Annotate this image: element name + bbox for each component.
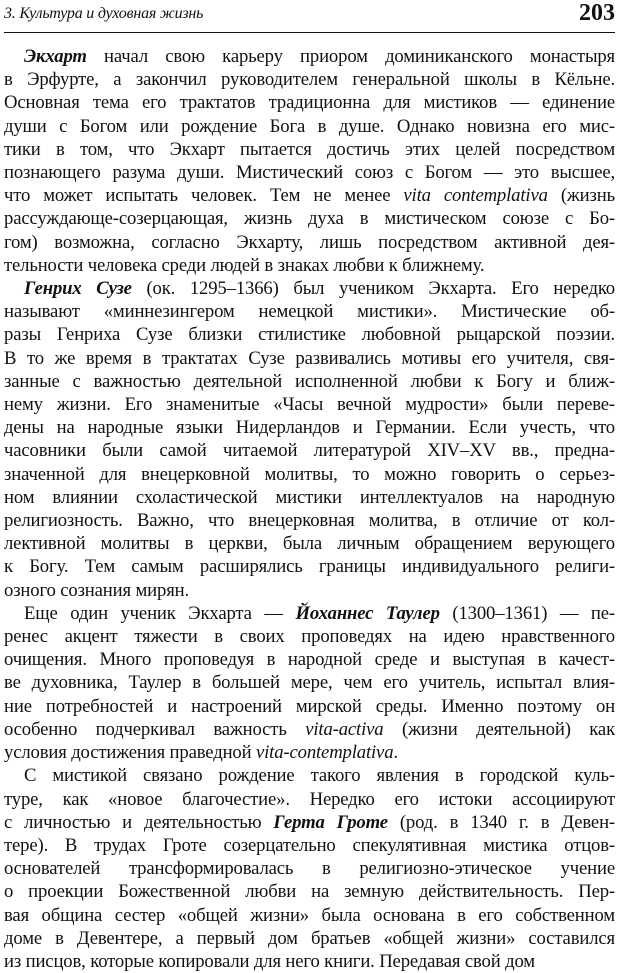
- page-number: 203: [579, 0, 615, 26]
- text-run: вая община сестер «общей жизни» была основана в его собственном: [4, 904, 615, 926]
- latin-term: vita contemplativa: [403, 185, 548, 207]
- text-line: [4, 416, 615, 439]
- text-line: [4, 207, 615, 230]
- text-run: тельности человека среди людей в знаках любви к ближнему.: [4, 254, 485, 276]
- person-name: Экхарт: [24, 46, 87, 67]
- text-run: ве духовника, Таулер в большей мере, чем его учитель, испытал влия-: [4, 672, 615, 694]
- text-run: С мистикой связано рождение такого явления в городской куль-: [24, 765, 615, 787]
- text-line: [4, 486, 615, 509]
- text-run: в Эрфурте, а закончил руководителем генеральной школы в Кёльне.: [4, 69, 615, 91]
- text-run: .: [393, 742, 398, 764]
- text-run: туре, как «новое благочестие». Нередко его истоки ассоциируют: [4, 788, 615, 810]
- text-run: часовники были самой читаемой литературой XIV–XV вв., предна-: [4, 440, 615, 462]
- text-line: [4, 950, 615, 973]
- text-run: значенной для внецерковной молитвы, то можно говорить о серьез-: [4, 463, 615, 485]
- text-line: [4, 834, 615, 857]
- text-line: [4, 91, 615, 114]
- text-line: [4, 718, 615, 741]
- text-run: доме в Девентере, а первый дом братьев «общей жизни» составился: [4, 927, 615, 949]
- text-run: что может испытать человек. Тем не менее: [4, 185, 404, 207]
- text-line: [4, 579, 615, 602]
- text-run: особенно подчеркивал важность: [4, 718, 306, 740]
- paragraph-tauler: [4, 602, 615, 764]
- text-run: озного сознания мирян.: [4, 579, 190, 601]
- text-run: очищения. Много проповедуя в народной среде и выступая в качест-: [4, 649, 615, 671]
- text-run: ренес акцент тяжести в своих проповедях на идею нравственного: [4, 626, 615, 648]
- text-run: начал свою карьеру приором доминиканского монастыря: [86, 46, 615, 67]
- text-run: называют «миннезингером немецкой мистики». Мистические об-: [4, 301, 615, 323]
- text-run: души с Богом или рождение Бога в душе. Однако новизна его мис-: [4, 115, 615, 137]
- text-line: [4, 555, 615, 578]
- text-run: тере). В трудах Гроте созерцательно спекулятивная мистика отцов-: [4, 834, 615, 856]
- person-name: Генрих Сузе: [24, 278, 132, 300]
- text-line: [4, 671, 615, 694]
- text-line: [4, 277, 615, 300]
- text-line: [4, 323, 615, 346]
- text-line: [4, 115, 615, 138]
- paragraph-eckhart: [4, 45, 615, 277]
- text-run: (жизнь: [547, 185, 615, 207]
- text-run: лективной молитвы в церкви, была личным обращением верующего: [4, 533, 615, 555]
- text-run: ние потребностей и настроений мирской среды. Именно поэтому он: [4, 695, 615, 717]
- text-line: [4, 45, 615, 68]
- text-line: [4, 347, 615, 370]
- text-run: гом) возможна, согласно Экхарту, лишь посредством активной дея-: [4, 231, 615, 253]
- text-line: [4, 300, 615, 323]
- text-line: [4, 625, 615, 648]
- text-run: познающего разума души. Мистический союз с Богом — это высшее,: [4, 162, 615, 184]
- text-line: [4, 811, 615, 834]
- text-line: [4, 788, 615, 811]
- text-line: [4, 648, 615, 671]
- text-run: к Богу. Тем самым расширялись границы индивидуального религи-: [4, 556, 615, 578]
- latin-term: vita-activa: [305, 718, 384, 740]
- text-line: [4, 254, 615, 277]
- text-line: [4, 439, 615, 462]
- text-line: [4, 161, 615, 184]
- text-run: основателей трансформировалась в религиозно-этическое учение: [4, 858, 615, 880]
- text-line: [4, 370, 615, 393]
- text-line: [4, 393, 615, 416]
- paragraph-groote: [4, 764, 615, 973]
- text-line: [4, 764, 615, 787]
- body-text: [4, 45, 615, 973]
- text-run: из писцов, которые копировали для него книги. Передавая свой дом: [4, 950, 535, 972]
- text-run: (ок. 1295–1366) был учеником Экхарта. Его нередко: [131, 278, 615, 300]
- text-line: [4, 231, 615, 254]
- running-header: [4, 0, 615, 33]
- latin-term: vita-contemplativa: [255, 742, 394, 764]
- text-line: [4, 602, 615, 625]
- text-run: о проекции Божественной любви на земную действительность. Пер-: [4, 881, 615, 903]
- text-line: [4, 880, 615, 903]
- person-name: Йоханнес Таулер: [295, 602, 440, 624]
- text-line: [4, 927, 615, 950]
- book-page: [4, 0, 615, 972]
- text-run: с личностью и деятельностью: [4, 811, 274, 833]
- text-run: занные с важностью деятельной исполненной любви к Богу и ближ-: [4, 370, 615, 392]
- text-line: [4, 741, 615, 764]
- text-run: (1300–1361) — пе-: [439, 602, 615, 624]
- text-run: В то же время в трактатах Сузе развивались мотивы его учителя, свя-: [4, 347, 615, 369]
- text-line: [4, 509, 615, 532]
- text-run: (род. в 1340 г. в Девен-: [387, 811, 615, 833]
- text-run: нему жизни. Его знаменитые «Часы вечной мудрости» были переве-: [4, 394, 615, 416]
- text-line: [4, 532, 615, 555]
- text-run: Еще один ученик Экхарта —: [24, 602, 296, 624]
- text-line: [4, 695, 615, 718]
- text-run: условия достижения праведной: [4, 742, 256, 764]
- paragraph-suso: [4, 277, 615, 602]
- text-run: Основная тема его трактатов традиционна для мистиков — единение: [4, 92, 615, 114]
- person-name: Герта Гроте: [273, 811, 388, 833]
- text-run: религиозность. Важно, что внецерковная молитва, в отличие от кол-: [4, 510, 615, 532]
- text-run: тики в том, что Экхарт пытается достичь этих целей посредством: [4, 138, 615, 160]
- text-line: [4, 904, 615, 927]
- text-line: [4, 138, 615, 161]
- text-run: дены на народные языки Нидерландов и Германии. Если учесть, что: [4, 417, 615, 439]
- section-title: 3. Культура и духовная жизнь: [4, 5, 204, 22]
- text-run: разы Генриха Сузе близки стилистике любовной рыцарской поэзии.: [4, 324, 615, 346]
- text-run: ном влиянии схоластической мистики интеллектуалов на народную: [4, 486, 615, 508]
- text-line: [4, 184, 615, 207]
- text-line: [4, 68, 615, 91]
- text-line: [4, 463, 615, 486]
- text-run: рассуждающе-созерцающая, жизнь духа в мистическом союзе с Бо-: [4, 208, 615, 230]
- text-line: [4, 857, 615, 880]
- text-run: (жизни деятельной) как: [383, 718, 615, 740]
